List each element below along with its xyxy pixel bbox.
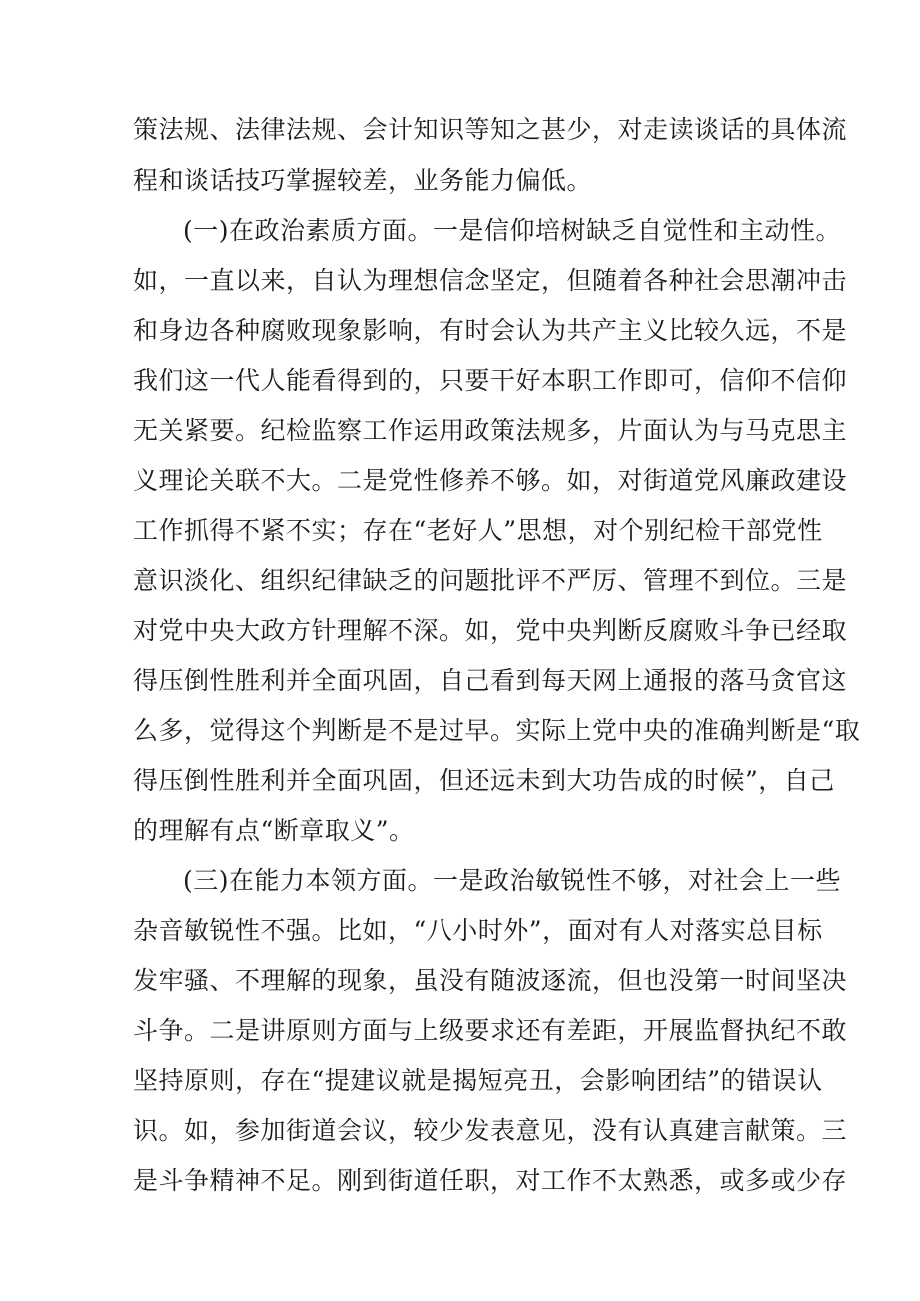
text-line: 工作抓得不紧不实；存在“老好人”思想，对个别纪检干部党性 [133, 516, 823, 545]
text-line: 么多，觉得这个判断是不是过早。实际上党中央的准确判断是“取 [133, 716, 861, 745]
section-heading-ability: (三)在能力本领方面。一是政治敏锐性不够，对社会上一些 [183, 866, 842, 895]
text-line: 发牢骚、不理解的现象，虽没有随波逐流，但也没第一时间坚决 [133, 966, 848, 995]
text-line: 识。如，参加街道会议，较少发表意见，没有认真建言献策。三 [133, 1116, 848, 1145]
text-line: 对党中央大政方针理解不深。如，党中央判断反腐败斗争已经取 [133, 616, 848, 645]
text-line: 坚持原则，存在“提建议就是揭短亮丑，会影响团结”的错误认 [133, 1066, 823, 1095]
text-line: 的理解有点“断章取义”。 [133, 816, 415, 845]
text-line: 程和谈话技巧掌握较差，业务能力偏低。 [133, 166, 593, 195]
section-heading-politics: (一)在政治素质方面。一是信仰培树缺乏自觉性和主动性。 [183, 216, 842, 245]
text-line: 杂音敏锐性不强。比如，“八小时外”，面对有人对落实总目标 [133, 916, 823, 945]
text-line: 是斗争精神不足。刚到街道任职，对工作不太熟悉，或多或少存 [133, 1166, 848, 1195]
text-line: 得压倒性胜利并全面巩固，但还远未到大功告成的时候”，自己 [133, 766, 835, 795]
text-line: 我们这一代人能看得到的，只要干好本职工作即可，信仰不信仰 [133, 366, 848, 395]
text-line: 义理论关联不大。二是党性修养不够。如，对街道党风廉政建设 [133, 466, 848, 495]
text-line: 无关紧要。纪检监察工作运用政策法规多，片面认为与马克思主 [133, 416, 848, 445]
text-line: 和身边各种腐败现象影响，有时会认为共产主义比较久远，不是 [133, 316, 848, 345]
text-line: 如，一直以来，自认为理想信念坚定，但随着各种社会思潮冲击 [133, 266, 848, 295]
text-line: 得压倒性胜利并全面巩固，自己看到每天网上通报的落马贪官这 [133, 666, 848, 695]
text-line: 意识淡化、组织纪律缺乏的问题批评不严厉、管理不到位。三是 [133, 566, 848, 595]
text-line: 斗争。二是讲原则方面与上级要求还有差距，开展监督执纪不敢 [133, 1016, 848, 1045]
text-line: 策法规、法律法规、会计知识等知之甚少，对走读谈话的具体流 [133, 115, 848, 144]
